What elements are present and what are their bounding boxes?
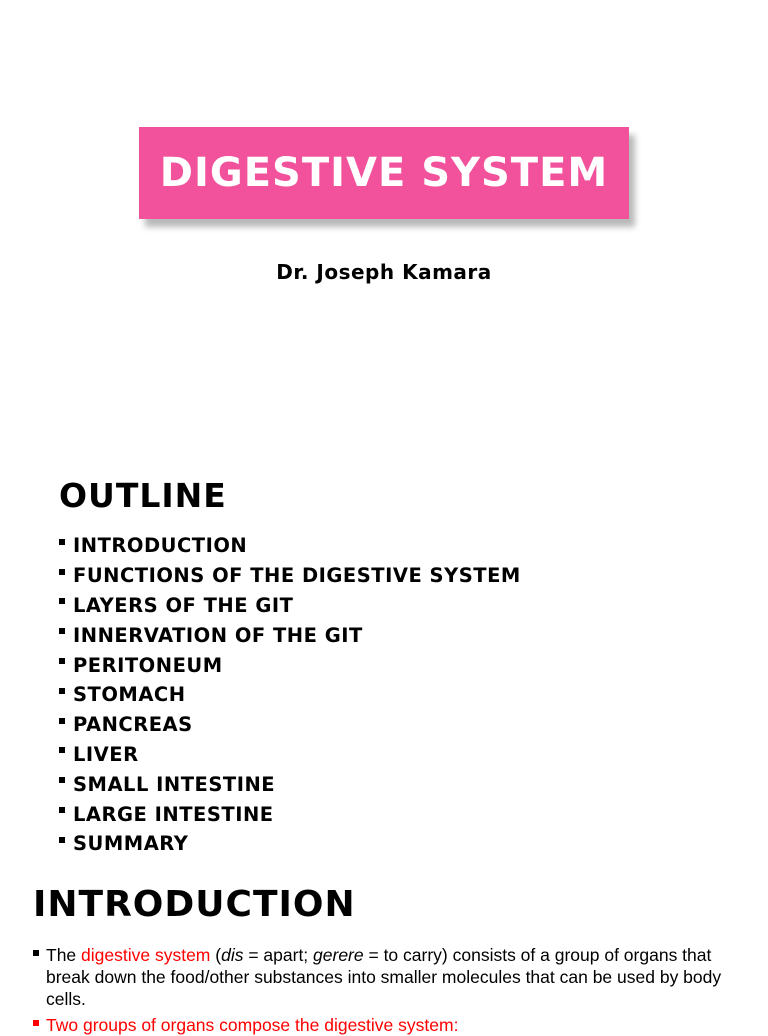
intro-paragraph (33, 944, 733, 1010)
bullet-square-icon (59, 598, 65, 604)
introduction-list (33, 944, 733, 1035)
bullet-square-icon (59, 628, 65, 634)
bullet-square-icon (59, 777, 65, 783)
title-banner (139, 127, 629, 219)
latin-term: gerere (313, 945, 364, 965)
outline-item-label: INNERVATION OF THE GIT (73, 623, 363, 647)
bullet-square-icon (59, 569, 65, 575)
outline-item (59, 531, 521, 561)
slide-title: DIGESTIVE SYSTEM (159, 150, 609, 196)
truncated-text: Two groups of organs compose the digestive system: (46, 1015, 459, 1035)
outline-item-label: LARGE INTESTINE (73, 802, 274, 826)
author-name: Dr. Joseph Kamara (276, 260, 492, 284)
bullet-square-icon (59, 747, 65, 753)
outline-item (59, 799, 521, 829)
outline-item-label: SMALL INTESTINE (73, 772, 276, 796)
bullet-square-icon (59, 688, 65, 694)
outline-item (59, 769, 521, 799)
outline-item (59, 650, 521, 680)
bullet-square-icon (59, 837, 65, 843)
outline-item-label: PERITONEUM (73, 653, 223, 677)
outline-list (59, 531, 521, 859)
highlight-term: digestive system (81, 945, 211, 965)
outline-item-label: PANCREAS (73, 713, 193, 737)
outline-item-label: SUMMARY (73, 832, 189, 856)
introduction-heading: INTRODUCTION (33, 884, 356, 925)
bullet-square-icon (33, 1020, 39, 1026)
bullet-square-icon (33, 950, 39, 956)
bullet-square-icon (59, 807, 65, 813)
outline-item (59, 680, 521, 710)
intro-text: = to carry) consists of a group of organs that break down the food/other substances into smaller molecules that can be used by body cells. (46, 945, 722, 1009)
outline-item-label: FUNCTIONS OF THE DIGESTIVE SYSTEM (73, 564, 521, 588)
outline-item-label: LAYERS OF THE GIT (73, 593, 294, 617)
outline-item-label: LIVER (73, 742, 139, 766)
outline-item (59, 829, 521, 859)
intro-text: = apart; (243, 945, 314, 965)
bullet-square-icon (59, 718, 65, 724)
bullet-square-icon (59, 539, 65, 545)
intro-text: ( (210, 945, 222, 965)
bullet-square-icon (59, 658, 65, 664)
intro-paragraph-cut (33, 1014, 733, 1035)
outline-heading: OUTLINE (59, 476, 227, 515)
outline-item (59, 591, 521, 621)
outline-item (59, 710, 521, 740)
outline-item (59, 620, 521, 650)
intro-text: The (46, 945, 82, 965)
outline-item-label: INTRODUCTION (73, 534, 248, 558)
outline-item-label: STOMACH (73, 683, 186, 707)
latin-term: dis (221, 945, 244, 965)
outline-item (59, 561, 521, 591)
outline-item (59, 740, 521, 770)
